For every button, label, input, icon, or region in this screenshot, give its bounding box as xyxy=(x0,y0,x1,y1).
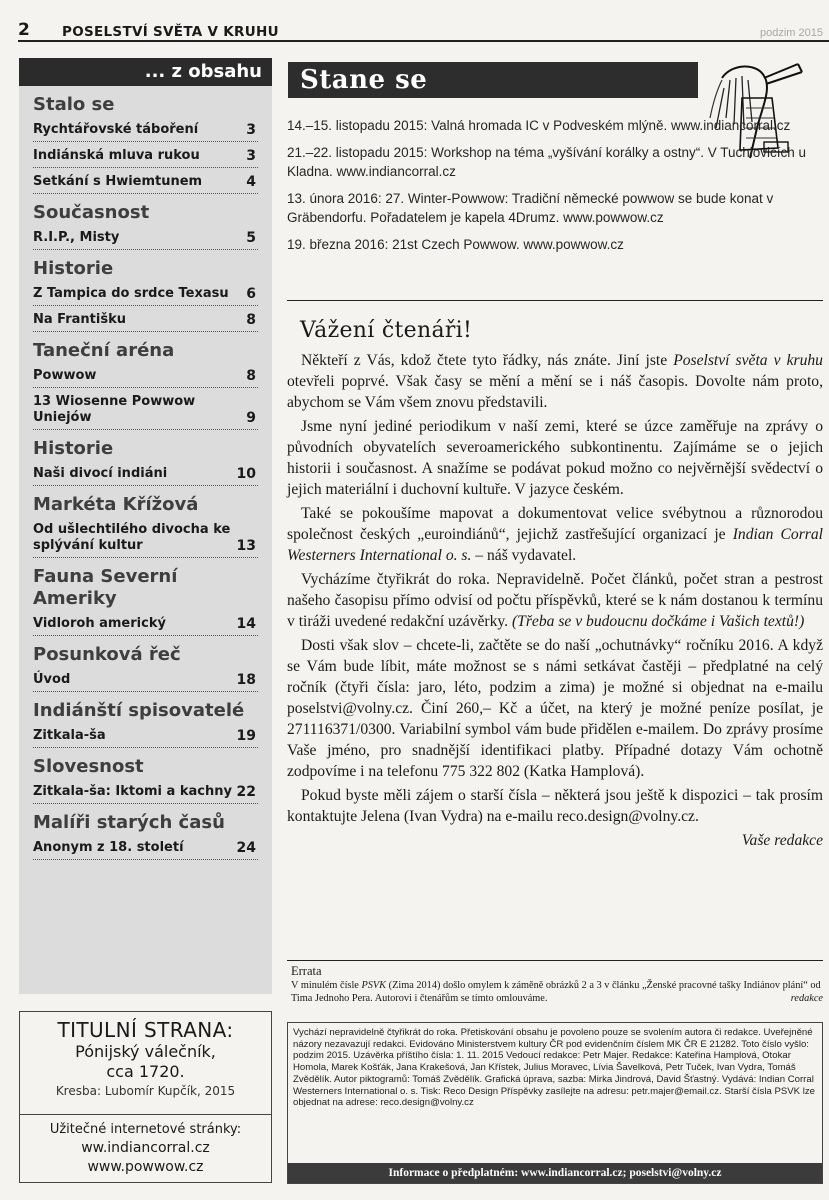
errata-italic: PSVK xyxy=(361,980,387,991)
errata-text-part: V minulém čísle xyxy=(291,980,362,991)
editorial-text: – náš vydavatel. xyxy=(471,547,577,564)
subscription-info-bar: Informace o předplatném: www.indiancorral.cz; poselstvi@volny.cz xyxy=(288,1163,822,1183)
contents-entry-page: 8 xyxy=(246,312,256,328)
contents-section-title: Posunková řeč xyxy=(33,644,181,665)
header-rule xyxy=(18,40,829,42)
contents-entry-title: Na Františku xyxy=(33,312,126,327)
contents-entry-title: Z Tampica do srdce Texasu xyxy=(33,286,229,301)
imprint-text: Vychází nepravidelně čtyřikrát do roka. Přetiskování obsahu je povoleno pouze se svolením autora či redakce. Uveřejněné názory nezavazují redakci. Evidováno Ministerstvem kultury ČR pod evidenčním číslem MK ČR E 21282. Toto číslo vyšlo: podzim 2015. Uzávěrka příštího čísla: 1. 11. 2015 Vedoucí redakce: Petr Majer. Redakce: Kateřina Hamplová, Otokar Homola, Marek Košťák, Jana Krakešová, Jan Křístek, Julius Moravec, Lívia Šavelková, Petr Tuček, Ivan Vydra, Tomáš Zvědělík. Autor piktogramů: Tomáš Zvědělík. Grafická úprava, sazba: Mirka Jindrová, David Šťastný. Vydává: Indian Corral Westerners International o. s. Tisk: Reco Design Příspěvky zasílejte na adresu: petr.majer@email.cz. Starší čísla PSVK lze objednat na adrese: reco.design@volny.cz xyxy=(293,1027,815,1109)
contents-list xyxy=(19,86,272,860)
contents-entry-title: Anonym z 18. století xyxy=(33,840,184,855)
contents-heading: ... z obsahu xyxy=(19,58,272,86)
links-heading: Užitečné internetové stránky: xyxy=(49,1122,242,1137)
errata-rule xyxy=(287,960,823,961)
contents-section-title: Stalo se xyxy=(33,94,115,115)
contents-entry-page: 18 xyxy=(236,672,256,688)
contents-entry xyxy=(33,388,258,430)
link-indiancorral[interactable]: ww.indiancorral.cz xyxy=(81,1140,210,1156)
contents-entry xyxy=(33,610,258,636)
editorial-paragraph-5: Dosti však slov – chcete-li, začtěte se do naší „ochutnávky“ ročníku 2016. A když se Vám bude líbit, máte možnost se s námi setkávat častěji – předplatné na celý ročník (čtyři čísla: jaro, léto, podzim a zima) je možné si objednat na e-mailu poselstvi@volny.cz. Činí 260,– Kč a účet, na který je možné peníze posílat, je 271116371/0300. Variabilní symbol vám bude přidělen e-mailem. Do zprávy prosíme Vaše jméno, pro snadnější identifikaci platby. Případné dotazy Vám ochotně zodpovíme i na telefonu 775 322 802 (Katka Hamplová). xyxy=(287,637,823,780)
events-list xyxy=(287,116,827,262)
contents-section-title: Historie xyxy=(33,258,114,279)
editorial-paragraph-6: Pokud byste měli zájem o starší čísla – některá jsou ještě k dispozici – tak prosím kontaktujte Jelena (Ivan Vydra) na e-mailu reco.design@volny.cz. xyxy=(287,787,823,825)
contents-section-title: Historie xyxy=(33,438,114,459)
contents-section-title: Markéta Křížová xyxy=(33,494,199,515)
editorial-text: Někteří z Vás, kdož čtete tyto řádky, nás znáte. Jiní jste xyxy=(301,352,674,369)
editorial-text: Také se pokoušíme mapovat a dokumentovat velice svébytnou a různorodou společnost českých „euroindiánů“, jejichž zastřešující organizací je xyxy=(287,505,823,543)
contents-entry-page: 4 xyxy=(246,174,256,190)
issue-label: podzim 2015 xyxy=(760,27,823,39)
editorial-body xyxy=(287,350,823,851)
events-heading: Stane se xyxy=(288,62,698,98)
event-item xyxy=(287,116,827,135)
contents-entry xyxy=(33,460,258,486)
link-powwow[interactable]: www.powwow.cz xyxy=(87,1159,204,1175)
contents-section-title: Současnost xyxy=(33,202,150,223)
event-text: Tradiční německé powwow se bude konat v Gräbendorfu. Pořadatelem je kapela 4Drumz. www.powwow.cz xyxy=(287,191,774,225)
contents-sidebar xyxy=(19,58,272,994)
editorial-italic-note: (Třeba se v budoucnu dočkáme i Vašich textů!) xyxy=(511,613,805,630)
useful-links xyxy=(19,1115,272,1183)
cover-title: TITULNÍ STRANA: xyxy=(57,1018,234,1042)
contents-entry-page: 9 xyxy=(246,410,256,426)
cover-credit: Kresba: Lubomír Kupčík, 2015 xyxy=(55,1084,236,1098)
editorial-signature: Vaše redakce xyxy=(741,832,823,849)
contents-entry xyxy=(33,722,258,748)
editorial-text: Vycházíme čtyřikrát do roka. Nepravidelně. Počet článků, počet stran a pestrost našeho časopisu přímo odvisí od počtu příspěvků, které se k nám dostanou k termínu v tiráži uvedené redakční uzávěrky. xyxy=(287,571,823,630)
cover-description: Pónijský válečník, cca 1720. xyxy=(75,1042,216,1081)
errata-heading: Errata xyxy=(291,964,322,978)
contents-entry-title: Vidloroh americký xyxy=(33,616,166,631)
contents-entry-title: 13 Wiosenne Powwow Uniejów xyxy=(33,394,196,425)
errata-text-part: (Zima 2014) došlo omylem k záměně obrázků 2 a 3 v článku „Ženské pracovné tašky Indiánov plání“ od Tima Jednoho Pera. Autorovi i čtenářům se tímto omlouváme. xyxy=(291,980,821,1004)
editorial-paragraph-3 xyxy=(287,503,823,566)
page-header xyxy=(0,0,829,46)
errata-box xyxy=(291,965,823,1005)
editorial-title: Vážení čtenáři! xyxy=(300,318,473,343)
contents-entry-page: 6 xyxy=(246,286,256,302)
contents-section-title: Slovesnost xyxy=(33,756,144,777)
page-number: 2 xyxy=(18,20,30,40)
contents-entry xyxy=(33,142,258,168)
event-date: 19. března 2016: xyxy=(287,237,389,252)
contents-entry xyxy=(33,778,258,804)
contents-section-title: Indiánští spisovatelé xyxy=(33,700,245,721)
contents-section-title: Fauna Severní Ameriky xyxy=(33,566,178,609)
magazine-title: POSELSTVÍ SVĚTA V KRUHU xyxy=(62,24,279,40)
editorial-text: otevřeli poprvé. Však časy se mění a mění se i náš časopis. Dovolte nám proto, abychom se Vám všem znovu představili. xyxy=(287,373,823,411)
event-item xyxy=(287,235,827,254)
cover-caption xyxy=(19,1011,272,1115)
event-item xyxy=(287,143,827,181)
contents-entry-page: 14 xyxy=(236,616,256,632)
contents-entry-title: Setkání s Hwiemtunem xyxy=(33,174,203,189)
contents-entry-page: 10 xyxy=(236,466,256,482)
editorial-paragraph-4 xyxy=(287,569,823,632)
event-text: Workshop na téma „vyšívání korálky a ostny“. V Tuchlovicích u Kladna. www.indiancorral.cz xyxy=(287,145,807,179)
contents-entry-page: 22 xyxy=(236,784,256,800)
errata-signature: redakce xyxy=(790,993,823,1004)
contents-entry-title: Zitkala-ša: Iktomi a kachny xyxy=(33,784,232,799)
contents-entry xyxy=(33,224,258,250)
contents-entry-page: 8 xyxy=(246,368,256,384)
contents-entry xyxy=(33,834,258,860)
imprint-box xyxy=(287,1022,823,1184)
event-item xyxy=(287,189,827,227)
contents-entry-page: 19 xyxy=(236,728,256,744)
contents-entry xyxy=(33,280,258,306)
event-date: 14.–15. listopadu 2015: xyxy=(287,118,428,133)
contents-entry-title: Úvod xyxy=(33,672,71,687)
contents-entry xyxy=(33,168,258,194)
contents-entry-page: 13 xyxy=(236,538,256,554)
contents-entry-title: Rychtářovské táboření xyxy=(33,122,199,137)
contents-entry-title: Powwow xyxy=(33,368,97,383)
cover-info-box xyxy=(19,1011,272,1184)
editorial-paragraph-1 xyxy=(287,350,823,413)
editorial-paragraph-2: Jsme nyní jediné periodikum v naší zemi, které se úzce zaměřuje na zprávy o původních obyvatelích severoamerického subkontinentu. Zajímáme se o jejich historii i současnost. A snažíme se podávat pokud možno co nejvěrnější svědectví o jejich materiální i duchovní kultuře. V jazyce českém. xyxy=(287,418,823,498)
publisher-name-italic: Indian Corral Westerners International o. s. xyxy=(287,526,823,564)
contents-entry-page: 5 xyxy=(246,230,256,246)
contents-entry xyxy=(33,362,258,388)
events-rule xyxy=(287,300,823,301)
contents-entry-title: Od ušlechtilého divocha ke splývání kultur xyxy=(33,522,231,553)
contents-entry-page: 3 xyxy=(246,148,256,164)
contents-entry-title: Naši divocí indiáni xyxy=(33,466,168,481)
magazine-name-italic: Poselství světa v kruhu xyxy=(673,352,823,369)
event-text: Valná hromada IC v Podveském mlýně. www.indiancorral.cz xyxy=(427,118,791,133)
event-date: 21.–22. listopadu 2015: xyxy=(287,145,428,160)
contents-entry-title: Zitkala-ša xyxy=(33,728,106,743)
contents-entry xyxy=(33,306,258,332)
event-date: 13. února 2016: 27. Winter-Powwow: xyxy=(287,191,509,206)
errata-text xyxy=(291,979,823,1005)
contents-entry xyxy=(33,516,258,558)
contents-entry xyxy=(33,666,258,692)
contents-entry xyxy=(33,116,258,142)
contents-section-title: Taneční aréna xyxy=(33,340,175,361)
contents-section-title: Malíři starých časů xyxy=(33,812,225,833)
contents-entry-title: Indiánská mluva rukou xyxy=(33,148,200,163)
contents-entry-title: R.I.P., Misty xyxy=(33,230,120,245)
contents-entry-page: 3 xyxy=(246,122,256,138)
event-text: 21st Czech Powwow. www.powwow.cz xyxy=(388,237,624,252)
contents-entry-page: 24 xyxy=(236,840,256,856)
